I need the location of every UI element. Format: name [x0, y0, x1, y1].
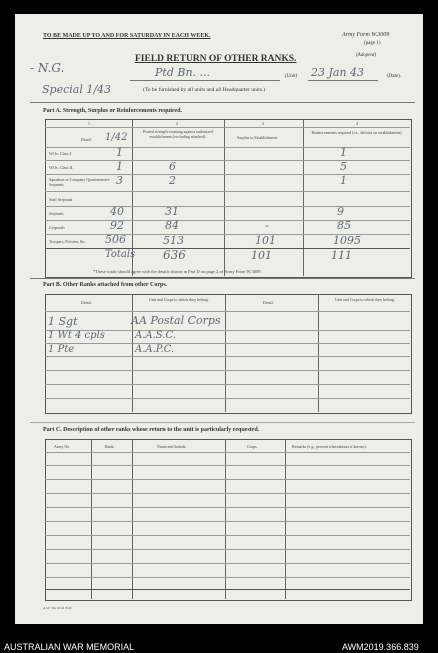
pa-cell: 1	[340, 174, 347, 187]
pc-head-name: Name and Initials.	[157, 444, 187, 449]
form-page: (page 1)	[364, 41, 381, 46]
handwritten-special: Special 1/43	[42, 83, 112, 96]
pa-hw-detail: 1/42	[105, 132, 128, 143]
pa-colnum-2: 2	[176, 121, 178, 126]
pb-rule-head	[45, 311, 410, 312]
pa-head-detail: Detail.	[81, 137, 92, 142]
pa-cell: 85	[337, 219, 351, 232]
pc-rule	[45, 563, 410, 564]
pa-rule	[45, 220, 410, 221]
pa-rule	[45, 191, 410, 192]
pa-cell: 9	[337, 205, 344, 218]
date-line	[308, 80, 378, 81]
footer-institution: AUSTRALIAN WAR MEMORIAL	[4, 642, 135, 652]
pa-row-label: W.Os. Class II.	[49, 165, 74, 170]
furnished-note: (To be furnished by all units and all Headquarter units.)	[143, 87, 266, 93]
pa-row-label: Squadron or Company Quartermaster-Serjeants	[49, 177, 111, 187]
rule-2	[30, 278, 415, 279]
part-c-title: Part C. Description of other ranks whose return to the unit is particularly requested.	[43, 427, 260, 433]
date-label: (Date).	[387, 74, 402, 79]
pc-head-remarks: Remarks (e.g., present whereabouts if known).	[292, 444, 367, 449]
pb-rule	[45, 356, 410, 357]
pa-rule	[45, 174, 410, 175]
pb-head-detail-2: Detail.	[263, 300, 274, 305]
pa-cell: 84	[165, 219, 179, 232]
pa-colnum-1: 1	[88, 121, 90, 126]
pa-total-cell: 111	[331, 249, 352, 262]
pc-rule	[45, 493, 410, 494]
pb-head-corps-1: Unit and Corps to which they belong.	[148, 297, 210, 302]
pb-detail: 1 Wt 4 cpls	[48, 330, 105, 341]
pb-rule	[45, 370, 410, 371]
handwritten-unit: Ptd Bn. ...	[155, 66, 211, 79]
pc-rule-head	[45, 452, 410, 453]
pa-rule	[45, 160, 410, 161]
pa-totals-label: Totals	[105, 249, 136, 260]
pa-cell: 1	[116, 160, 123, 173]
pa-rule-totals	[45, 248, 410, 249]
pa-row-label: Corporals	[49, 225, 65, 230]
pc-head-corps: Corps.	[247, 444, 258, 449]
pa-cell: 92	[110, 219, 124, 232]
pc-rule	[45, 535, 410, 536]
pa-rule-nums	[45, 127, 410, 128]
pa-cell: 1	[340, 146, 347, 159]
pb-corps: A.A.S.C.	[135, 330, 176, 341]
pc-vline-1	[91, 439, 92, 599]
archive-footer	[0, 629, 438, 653]
pc-rule	[45, 521, 410, 522]
pb-rule	[45, 343, 410, 344]
pa-cell: 5	[340, 160, 347, 173]
pa-rule-head	[45, 147, 410, 148]
pa-cell: 1	[116, 146, 123, 159]
pa-cell: 1095	[333, 234, 361, 247]
footer-accession: AWM2019.366.839	[342, 642, 419, 652]
pc-head-armyno: Army No.	[54, 444, 71, 449]
pa-cell: 2	[169, 174, 176, 187]
pa-vline-2	[224, 119, 225, 276]
pa-cell: 40	[110, 205, 124, 218]
pb-corps: AA Postal Corps	[131, 314, 221, 327]
pa-cell: 513	[163, 234, 184, 247]
pc-vline-3	[225, 439, 226, 599]
rule-3	[30, 422, 415, 423]
pa-cell: 3	[116, 174, 123, 187]
part-b-title: Part B. Other Ranks attached from other Corps.	[43, 282, 168, 288]
pb-detail: 1 Pte	[48, 344, 75, 355]
pa-cell: 6	[169, 160, 176, 173]
pb-detail: 1 Sgt	[48, 315, 78, 328]
pa-head-posted: Posted strength counting against authorized establishment (excluding attached).	[143, 129, 213, 139]
pc-rule	[45, 465, 410, 466]
pa-cell: 101	[255, 234, 276, 247]
pa-footnote: *These totals should agree with the details shown in Part D on page 2 of Army Form W.3009.	[93, 269, 262, 274]
pb-rule	[45, 384, 410, 385]
unit-line	[130, 80, 280, 81]
header-note: TO BE MADE UP TO AND FOR SATURDAY IN EACH WEEK.	[43, 33, 211, 39]
pa-head-reinf: Reinforcements required (i.e., deficits on establishment).	[311, 130, 403, 135]
pa-vline-3	[303, 119, 304, 276]
handwritten-date: 23 Jan 43	[311, 66, 365, 79]
pa-row-label: Serjeants	[49, 211, 64, 216]
pa-cell: 506	[105, 233, 126, 246]
pb-corps: A.A.P.C.	[135, 344, 175, 355]
pb-rule	[45, 398, 410, 399]
pb-head-corps-2: Unit and Corps to which they belong.	[334, 297, 396, 302]
pc-rule-bottom	[45, 589, 410, 590]
pa-colnum-4: 4	[356, 121, 358, 126]
pa-total-cell: 101	[251, 249, 272, 262]
part-a-table	[45, 119, 412, 278]
handwritten-topleft: - N.G.	[30, 61, 65, 75]
form-adopted: (Adopted)	[356, 53, 376, 58]
part-b-table	[45, 294, 412, 414]
pc-vline-2	[132, 439, 133, 599]
pb-head-detail-1: Detail.	[81, 300, 92, 305]
pc-rule	[45, 549, 410, 550]
pa-cell: -	[265, 219, 269, 232]
pa-total-cell: 636	[163, 248, 186, 262]
pc-vline-4	[285, 439, 286, 599]
rule-1	[30, 102, 415, 103]
pa-row-label: Troopers, Privates, &c.	[49, 239, 87, 244]
pc-head-rank: Rank.	[105, 444, 115, 449]
pc-rule	[45, 479, 410, 480]
pc-rule	[45, 507, 410, 508]
form-number: Army Form W.3009	[342, 32, 390, 38]
part-a-title: Part A. Strength, Surplus or Reinforcements required.	[43, 108, 182, 114]
form-title: FIELD RETURN OF OTHER RANKS.	[135, 54, 297, 64]
form-sheet	[15, 14, 423, 624]
pa-row-label: W.Os. Class I.	[49, 151, 72, 156]
pa-head-surplus: Surplus to Establishment.	[237, 135, 278, 140]
pa-rule	[45, 206, 410, 207]
print-code: A.W. 3m 10/41 8/43	[43, 606, 72, 610]
unit-label: (Unit)	[285, 74, 298, 79]
pa-row-label: Staff Serjeants	[49, 197, 73, 202]
pa-cell: 31	[165, 205, 179, 218]
pa-colnum-3: 3	[262, 121, 264, 126]
pc-rule	[45, 577, 410, 578]
